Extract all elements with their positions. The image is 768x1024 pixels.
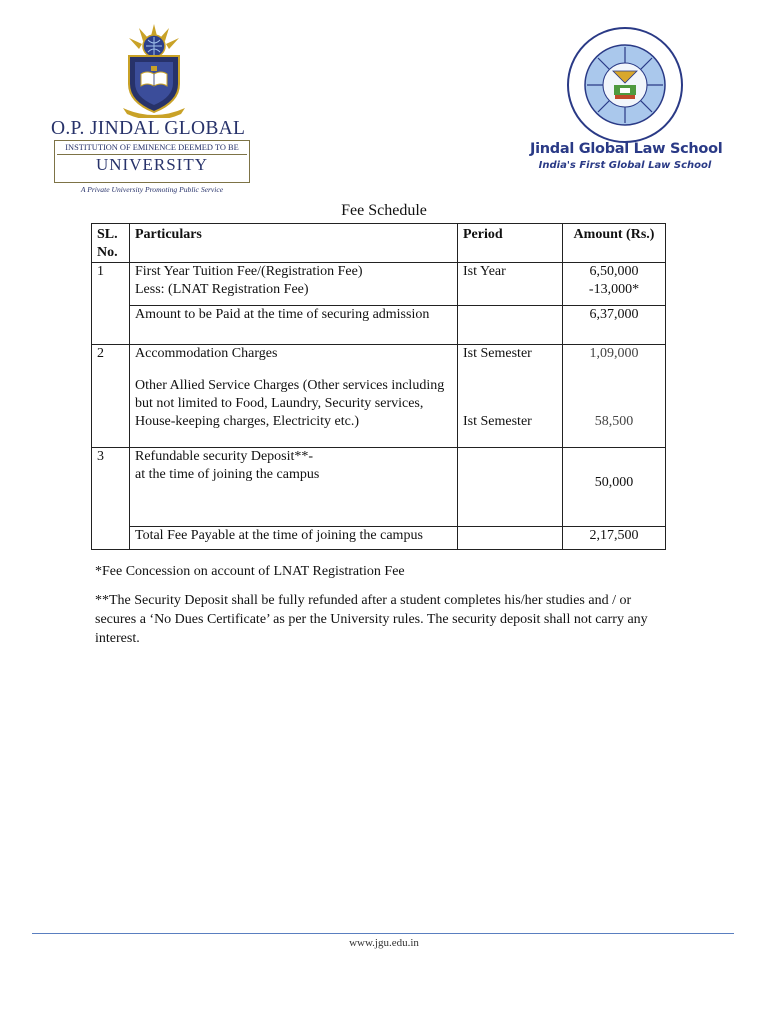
university-word: UNIVERSITY <box>96 155 208 174</box>
accommodation-period: Ist Semester <box>463 346 532 361</box>
footnotes <box>95 562 675 658</box>
admission-amount-label: Amount to be Paid at the time of securing admission <box>130 306 458 345</box>
row-sl-empty <box>92 306 130 345</box>
lnat-concession-note: *Fee Concession on account of LNAT Registration Fee <box>95 564 405 579</box>
jgu-logo <box>48 18 258 194</box>
allied-services-amount: 58,500 <box>594 414 634 429</box>
table-row <box>92 263 666 306</box>
header-amount: Amount (Rs.) <box>563 224 666 263</box>
row-period <box>458 306 563 345</box>
row-sl: 1 <box>92 263 130 306</box>
row-particulars <box>130 448 458 527</box>
row-sl-empty <box>92 527 130 550</box>
law-school-seal-icon <box>565 25 685 145</box>
row-particulars <box>130 263 458 306</box>
row-particulars <box>130 345 458 448</box>
row-amount <box>563 263 666 306</box>
security-deposit-label: Refundable security Deposit**- <box>135 449 314 464</box>
footer-url: www.jgu.edu.in <box>349 937 419 949</box>
lnat-fee-amount: -13,000* <box>588 282 640 297</box>
total-fee-amount: 2,17,500 <box>563 527 666 550</box>
accommodation-amount: 1,09,000 <box>589 346 639 361</box>
header-sl-no: SL. No. <box>92 224 130 263</box>
page-title: Fee Schedule <box>341 202 427 219</box>
table-row <box>92 345 666 448</box>
law-school-tagline: India's First Global Law School <box>538 160 712 171</box>
row-period <box>458 345 563 448</box>
university-name: O.P. JINDAL GLOBAL <box>51 118 246 139</box>
row-sl: 3 <box>92 448 130 527</box>
allied-services-label: Other Allied Service Charges (Other services including but not limited to Food, Laundry, Security services, House-keeping charges, Electricity etc.) <box>135 378 445 429</box>
tuition-fee-amount: 6,50,000 <box>589 264 639 279</box>
security-deposit-amount: 50,000 <box>563 448 666 527</box>
allied-services-period: Ist Semester <box>463 414 532 429</box>
security-deposit-note: at the time of joining the campus <box>135 467 320 482</box>
jgls-logo <box>530 25 723 180</box>
row-period <box>458 527 563 550</box>
row-period <box>458 448 563 527</box>
table-row <box>92 306 666 345</box>
header-particulars: Particulars <box>130 224 458 263</box>
university-crest-icon <box>121 22 187 118</box>
lnat-fee-label: Less: (LNAT Registration Fee) <box>135 282 309 297</box>
admission-amount: 6,37,000 <box>563 306 666 345</box>
law-school-name: Jindal Global Law School <box>530 141 723 157</box>
row-amount <box>563 345 666 448</box>
university-tagline: A Private University Promoting Public Service <box>80 185 224 194</box>
table-row <box>92 448 666 527</box>
row-sl: 2 <box>92 345 130 448</box>
table-row <box>92 527 666 550</box>
tuition-fee-label: First Year Tuition Fee/(Registration Fee) <box>135 264 363 279</box>
footer-divider <box>32 933 734 934</box>
eminence-text: INSTITUTION OF EMINENCE DEEMED TO BE <box>65 143 239 152</box>
table-header-row <box>92 224 666 263</box>
accommodation-label: Accommodation Charges <box>135 346 278 361</box>
row-period: Ist Year <box>458 263 563 306</box>
header-period: Period <box>458 224 563 263</box>
total-fee-label: Total Fee Payable at the time of joining the campus <box>130 527 458 550</box>
fee-table <box>91 223 666 550</box>
security-deposit-footnote: **The Security Deposit shall be fully refunded after a student completes his/her studies and / or secures a ‘No Dues Certificate’ as per the University rules. The security deposit shall not carry any interest. <box>95 593 648 646</box>
eminence-box <box>54 140 250 183</box>
